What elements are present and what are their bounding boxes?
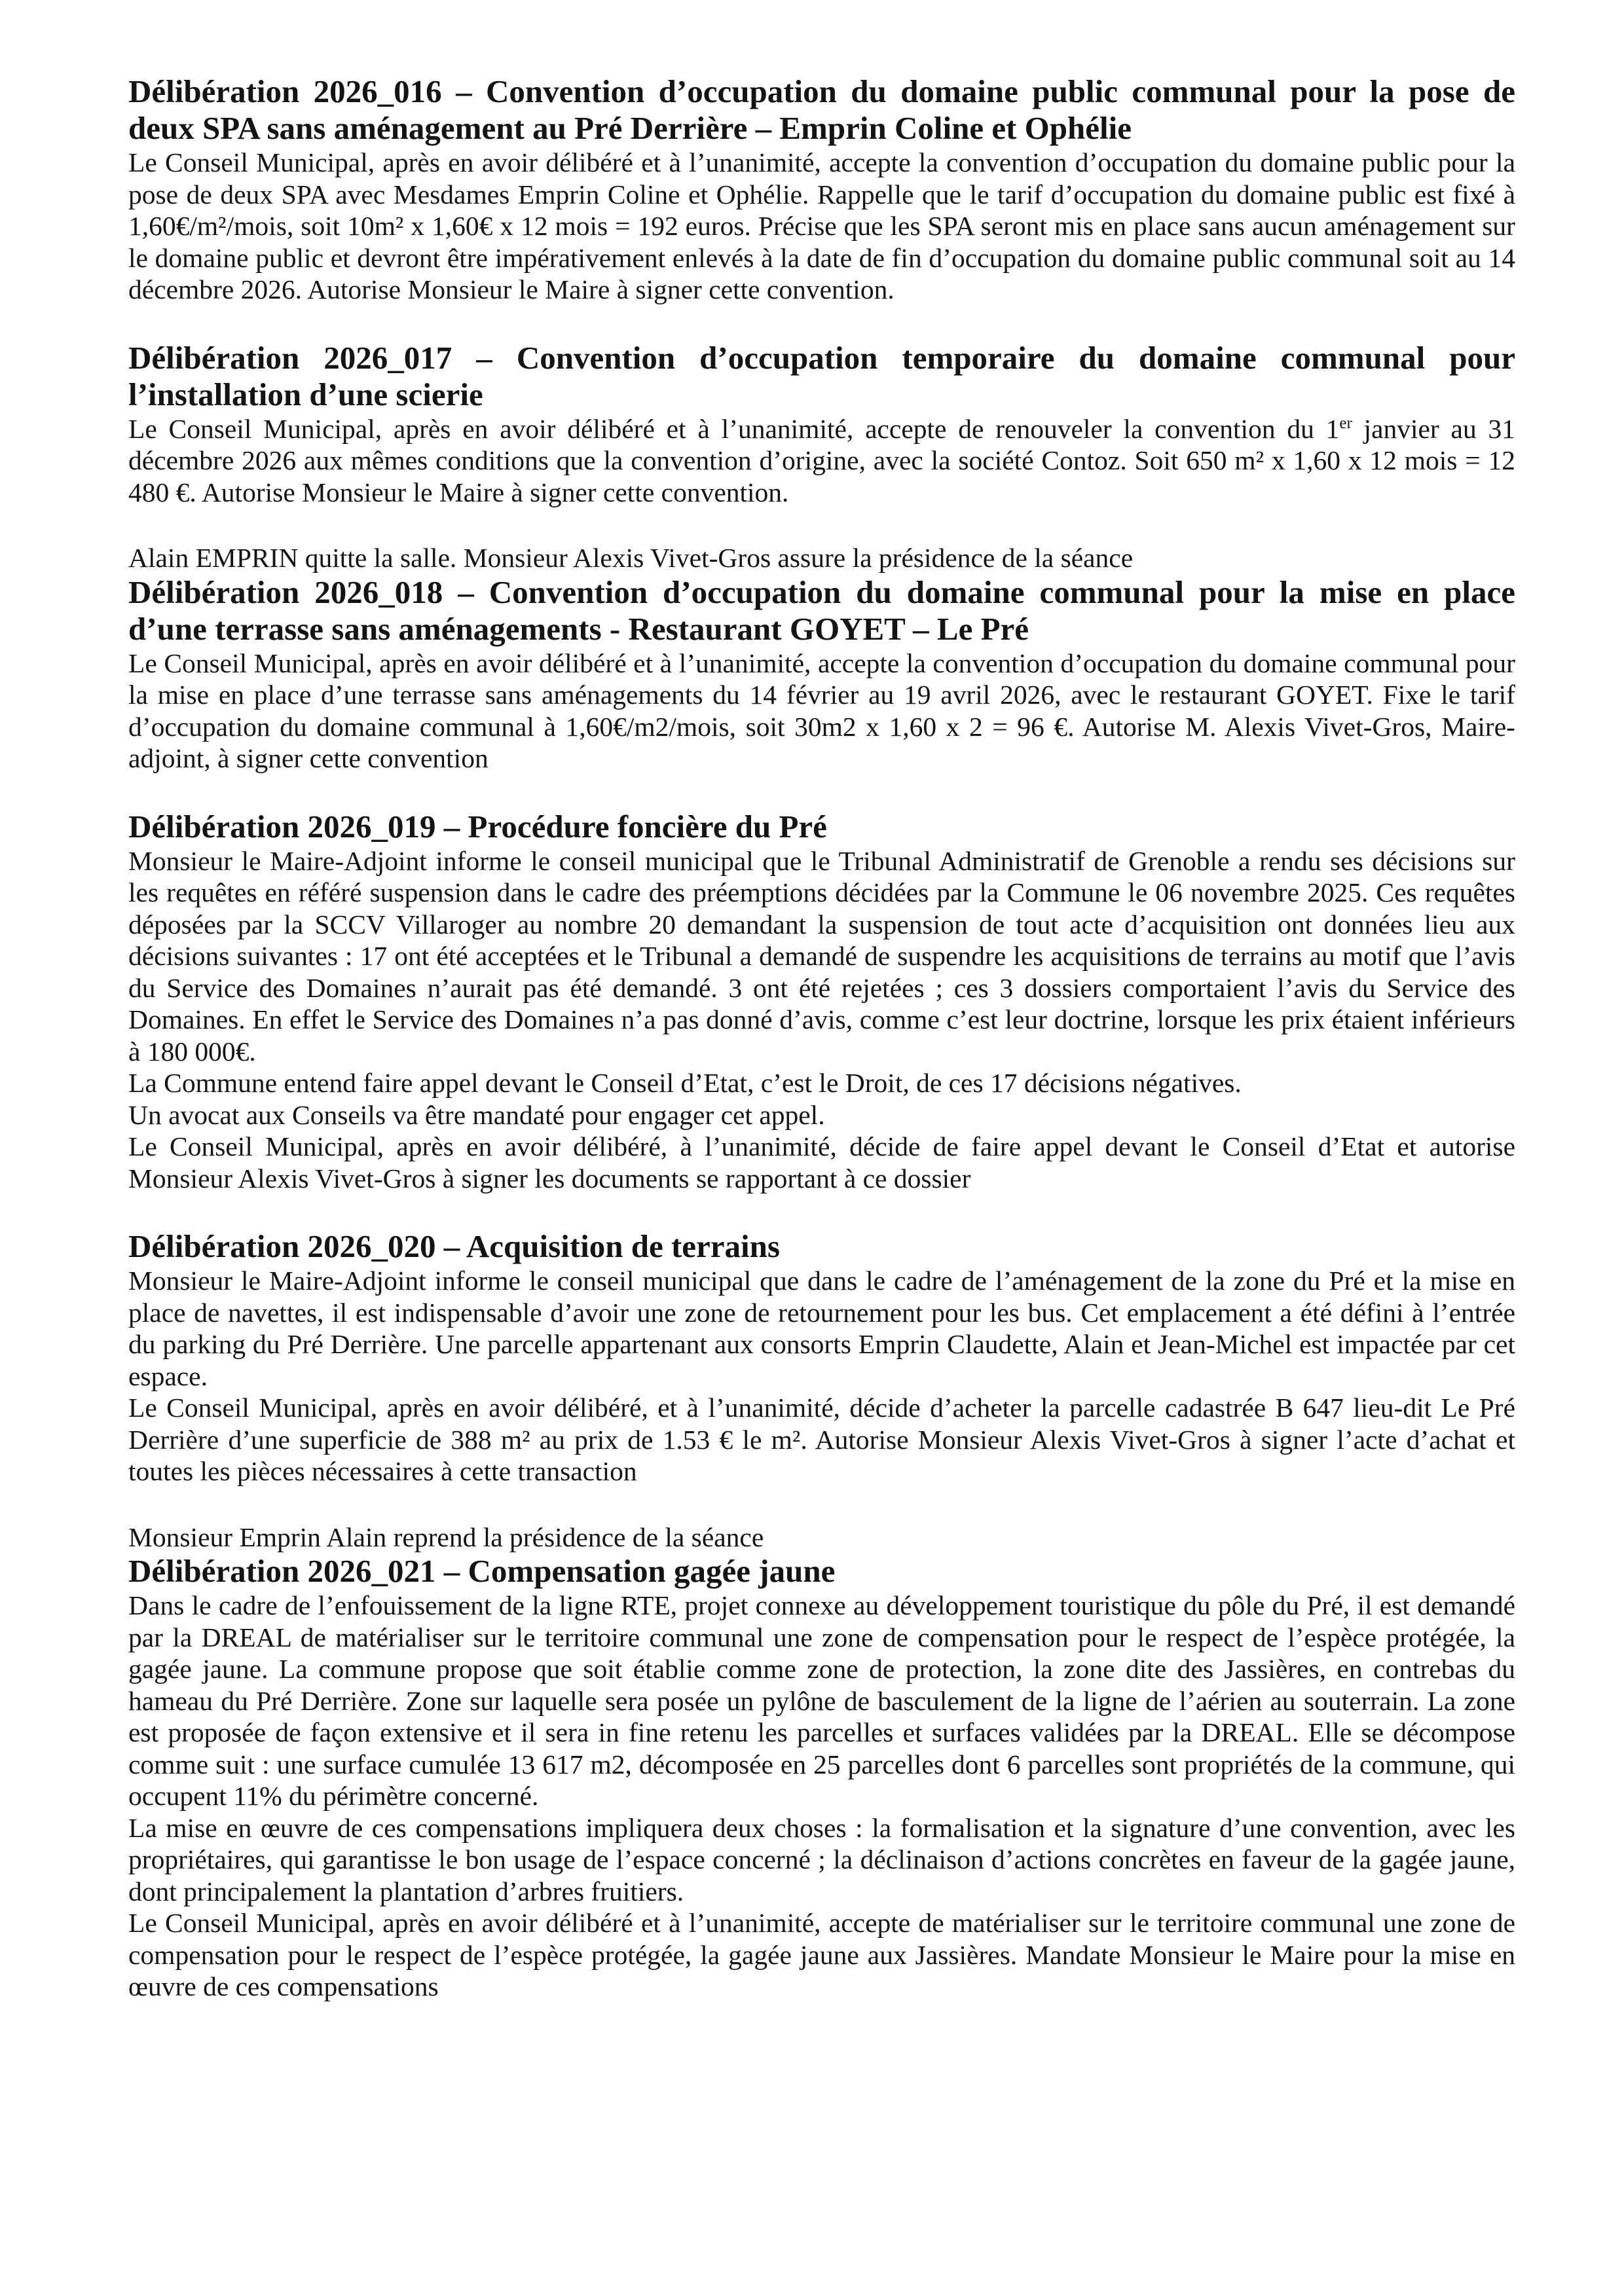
deliberation-body: Le Conseil Municipal, après en avoir délibéré et à l’unanimité, accepte la convention d’occupation du domaine communal pour la mise en place d’une terrasse sans aménagements du 14 février au 19 avril 2026, avec le restaurant GOYET. Fixe le tarif d’occupation du domaine communal à 1,60€/m2/mois, soit 30m2 x 1,60 x 2 = 96 €. Autorise M. Alexis Vivet-Gros, Maire-adjoint, à signer cette convention: [128, 647, 1515, 773]
presidency-note: Monsieur Emprin Alain reprend la présidence de la séance: [128, 1522, 764, 1552]
deliberation-heading: Délibération 2026_020 – Acquisition de terrains: [128, 1228, 780, 1264]
deliberation-body: La mise en œuvre de ces compensations impliquera deux choses : la formalisation et la signature d’une convention, avec les propriétaires, qui garantisse le bon usage de l’espace concerné ; la déclinaison d’actions concrètes en faveur de la gagée jaune, dont principalement la plantation d’arbres fruitiers.: [128, 1812, 1515, 1906]
deliberation-heading: Délibération 2026_017 – Convention d’occupation temporaire du domaine communal pour l’installation d’une scierie: [128, 339, 1515, 412]
ordinal-superscript: er: [1339, 414, 1352, 432]
deliberation-heading: Délibération 2026_018 – Convention d’occupation du domaine communal pour la mise en place d’une terrasse sans aménagements - Restaurant GOYET – Le Pré: [128, 574, 1515, 647]
spacer: [128, 774, 1515, 809]
deliberation-body: Monsieur le Maire-Adjoint informe le conseil municipal que le Tribunal Administratif de Grenoble a rendu ses décisions sur les requêtes en référé suspension dans le cadre des préemptions décidées par la Commune le 06 novembre 2025. Ces requêtes déposées par la SCCV Villaroger au nombre 20 demandant la suspension de tout acte d’acquisition ont données lieu aux décisions suivantes : 17 ont été acceptées et le Tribunal a demandé de suspendre les acquisitions de terrains au motif que l’avis du Service des Domaines n’aurait pas été demandé. 3 ont été rejetées ; ces 3 dossiers comportaient l’avis du Service des Domaines. En effet le Service des Domaines n’a pas donné d’avis, comme c’est leur doctrine, lorsque les prix étaient inférieurs à 180 000€.: [128, 845, 1515, 1066]
spacer: [128, 1487, 1515, 1522]
deliberation-heading: Délibération 2026_019 – Procédure foncière du Pré: [128, 808, 827, 845]
deliberation-heading: Délibération 2026_016 – Convention d’occupation du domaine public communal pour la pose de deux SPA sans aménagement au Pré Derrière – Emprin Coline et Ophélie: [128, 73, 1515, 146]
spacer: [128, 306, 1515, 340]
document-page: [128, 73, 1515, 2003]
deliberation-2026-016: [128, 73, 1515, 306]
deliberation-body: Le Conseil Municipal, après en avoir délibéré, et à l’unanimité, décide d’acheter la parcelle cadastrée B 647 lieu-dit Le Pré Derrière d’une superficie de 388 m² au prix de 1.53 € le m². Autorise Monsieur Alexis Vivet-Gros à signer l’acte d’achat et toutes les pièces nécessaires à cette transaction: [128, 1393, 1515, 1486]
body-text: Le Conseil Municipal, après en avoir délibéré et à l’unanimité, accepte de renouveler la convention du 1: [128, 413, 1340, 444]
deliberation-body: Dans le cadre de l’enfouissement de la ligne RTE, projet connexe au développement touristique du pôle du Pré, il est demandé par la DREAL de matérialiser sur le territoire communal une zone de compensation pour le respect de l’espèce protégée, la gagée jaune. La commune propose que soit établie comme zone de protection, la zone dite des Jassières, en contrebas du hameau du Pré Derrière. Zone sur laquelle sera posée un pylône de basculement de la ligne de l’aérien au souterrain. La zone est proposée de façon extensive et il sera in fine retenu les parcelles et surfaces validées par la DREAL. Elle se décompose comme suit : une surface cumulée 13 617 m2, décomposée en 25 parcelles dont 6 parcelles sont propriétés de la commune, qui occupent 11% du périmètre concerné.: [128, 1590, 1515, 1811]
deliberation-body: Monsieur le Maire-Adjoint informe le conseil municipal que dans le cadre de l’aménagement de la zone du Pré et la mise en place de navettes, il est indispensable d’avoir une zone de retournement pour les bus. Cet emplacement a été défini à l’entrée du parking du Pré Derrière. Une parcelle appartenant aux consorts Emprin Claudette, Alain et Jean-Michel est impactée par cet espace.: [128, 1266, 1515, 1391]
deliberation-2026-019: [128, 809, 1515, 1195]
deliberation-heading: Délibération 2026_021 – Compensation gagée jaune: [128, 1553, 836, 1589]
deliberation-body: Le Conseil Municipal, après en avoir délibéré, à l’unanimité, décide de faire appel devant le Conseil d’Etat et autorise Monsieur Alexis Vivet-Gros à signer les documents se rapportant à ce dossier: [128, 1131, 1515, 1194]
spacer: [128, 1194, 1515, 1228]
deliberation-body: La Commune entend faire appel devant le Conseil d’Etat, c’est le Droit, de ces 17 décisions négatives.: [128, 1068, 1242, 1098]
deliberation-body: [128, 413, 1515, 509]
deliberation-2026-017: [128, 340, 1515, 509]
deliberation-body: Le Conseil Municipal, après en avoir délibéré et à l’unanimité, accepte la convention d’occupation du domaine public pour la pose de deux SPA avec Mesdames Emprin Coline et Ophélie. Rappelle que le tarif d’occupation du domaine public est fixé à 1,60€/m²/mois, soit 10m² x 1,60€ x 12 mois = 192 euros. Précise que les SPA seront mis en place sans aucun aménagement sur le domaine public et devront être impérativement enlevés à la date de fin d’occupation du domaine public communal soit au 14 décembre 2026. Autorise Monsieur le Maire à signer cette convention.: [128, 147, 1515, 304]
deliberation-2026-018: [128, 542, 1515, 774]
spacer: [128, 508, 1515, 542]
deliberation-2026-021: [128, 1522, 1515, 2003]
deliberation-2026-020: [128, 1228, 1515, 1487]
presidency-note: Alain EMPRIN quitte la salle. Monsieur Alexis Vivet-Gros assure la présidence de la séance: [128, 543, 1134, 573]
body-text: janvier au 31 décembre 2026 aux mêmes conditions que la convention d’origine, avec la société Contoz. Soit 650 m² x 1,60 x 12 mois = 12 480 €. Autorise Monsieur le Maire à signer cette convention.: [128, 413, 1515, 507]
deliberation-body: Un avocat aux Conseils va être mandaté pour engager cet appel.: [128, 1099, 825, 1130]
deliberation-body: Le Conseil Municipal, après en avoir délibéré et à l’unanimité, accepte de matérialiser sur le territoire communal une zone de compensation pour le respect de l’espèce protégée, la gagée jaune aux Jassières. Mandate Monsieur le Maire pour la mise en œuvre de ces compensations: [128, 1908, 1515, 2001]
